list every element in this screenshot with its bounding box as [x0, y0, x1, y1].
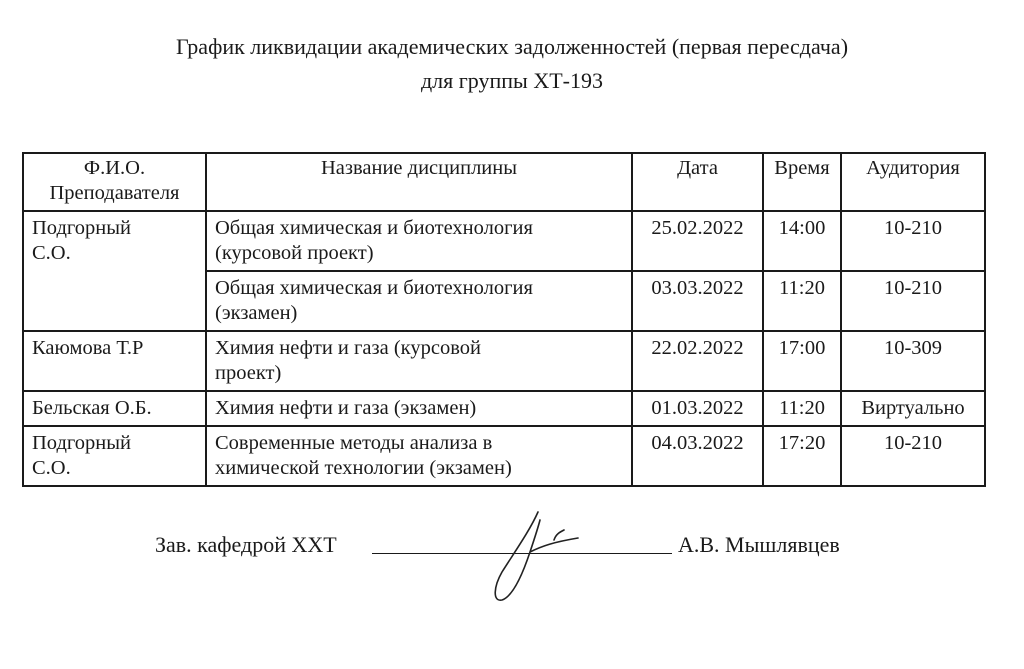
cell-teacher-line2: С.О.: [32, 457, 71, 479]
cell-time: 14:00: [763, 211, 841, 271]
cell-discipline-line2: проект): [215, 362, 282, 384]
table-row: [23, 331, 985, 391]
header-teacher: [23, 153, 206, 211]
cell-discipline-line1: Общая химическая и биотехнология: [215, 217, 533, 239]
table-header-row: [23, 153, 985, 211]
cell-date: 22.02.2022: [632, 331, 763, 391]
cell-discipline-line1: Химия нефти и газа (экзамен): [215, 397, 477, 419]
cell-time: 11:20: [763, 391, 841, 426]
cell-discipline: [206, 271, 632, 331]
cell-discipline: [206, 211, 632, 271]
cell-room: 10-309: [841, 331, 985, 391]
cell-time: 11:20: [763, 271, 841, 331]
cell-teacher: [23, 426, 206, 486]
signature-block: [0, 520, 1024, 630]
header-discipline: Название дисциплины: [206, 153, 632, 211]
cell-room: 10-210: [841, 271, 985, 331]
cell-teacher: [23, 331, 206, 391]
cell-teacher-line1: Бельская О.Б.: [32, 397, 152, 419]
cell-date: 01.03.2022: [632, 391, 763, 426]
header-room: Аудитория: [841, 153, 985, 211]
header-time: Время: [763, 153, 841, 211]
schedule-table: [22, 152, 986, 487]
cell-time: 17:00: [763, 331, 841, 391]
cell-date: 04.03.2022: [632, 426, 763, 486]
cell-time: 17:20: [763, 426, 841, 486]
cell-discipline-line2: (экзамен): [215, 302, 298, 324]
document-title: График ликвидации академических задолженностей (первая пересдача): [175, 34, 849, 59]
cell-date: 25.02.2022: [632, 211, 763, 271]
table-row: [23, 426, 985, 486]
cell-discipline-line1: Общая химическая и биотехнология: [215, 277, 533, 299]
handwritten-signature: [480, 510, 600, 620]
cell-room: Виртуально: [841, 391, 985, 426]
cell-discipline-line1: Современные методы анализа в: [215, 432, 493, 454]
table-row: [23, 211, 985, 271]
cell-date: 03.03.2022: [632, 271, 763, 331]
cell-teacher-line1: Подгорный: [32, 432, 132, 454]
cell-discipline: [206, 426, 632, 486]
header-teacher-line2: Преподавателя: [49, 182, 180, 204]
cell-room: 10-210: [841, 426, 985, 486]
cell-teacher-line1: Каюмова Т.Р: [32, 337, 144, 359]
cell-teacher: [23, 391, 206, 426]
cell-discipline-line2: химической технологии (экзамен): [215, 457, 512, 479]
cell-discipline-line1: Химия нефти и газа (курсовой: [215, 337, 481, 359]
cell-room: 10-210: [841, 211, 985, 271]
cell-discipline-line2: (курсовой проект): [215, 242, 374, 264]
cell-teacher-line2: С.О.: [32, 242, 71, 264]
table-row: [23, 391, 985, 426]
cell-discipline: [206, 331, 632, 391]
cell-discipline: [206, 391, 632, 426]
header-date: Дата: [632, 153, 763, 211]
cell-teacher-line1: Подгорный: [32, 217, 132, 239]
signatory-name: А.В. Мышлявцев: [678, 532, 840, 557]
header-teacher-line1: Ф.И.О.: [83, 157, 146, 179]
cell-teacher: [23, 211, 206, 331]
signature-label: Зав. кафедрой ХХТ: [155, 532, 337, 557]
document-subtitle-group: для группы ХТ-193: [420, 68, 603, 93]
